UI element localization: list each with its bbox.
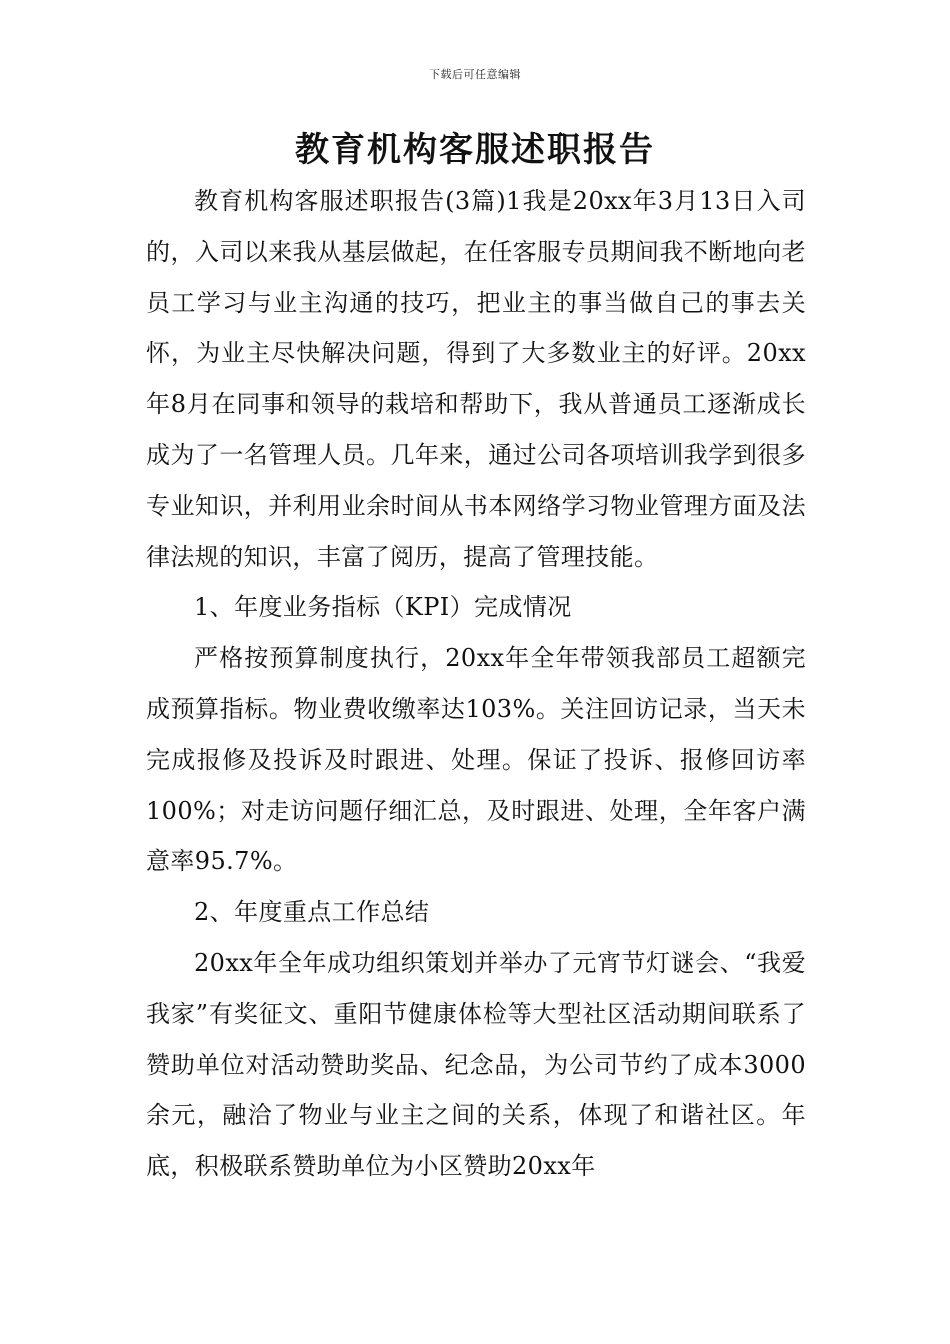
paragraph-intro: 教育机构客服述职报告(3篇)1我是20xx年3月13日入司的，入司以来我从基层做起，在任客服专员期间我不断地向老员工学习与业主沟通的技巧，把业主的事当做自己的事去关怀，为业主尽快解决问题，得到了大多数业主的好评。20xx年8月在同事和领导的栽培和帮助下，我从普通员工逐渐成长成为了一名管理人员。几年来，通过公司各项培训我学到很多专业知识，并利用业余时间从书本网络学习物业管理方面及法律法规的知识，丰富了阅历，提高了管理技能。 [146,187,806,571]
page-header-note: 下载后可任意编辑 [429,68,521,81]
document-body [146,176,806,1192]
document-title: 教育机构客服述职报告 [295,130,655,170]
paragraph-key-work: 20xx年全年成功组织策划并举办了元宵节灯谜会、“我爱我家”有奖征文、重阳节健康体检等大型社区活动期间联系了赞助单位对活动赞助奖品、纪念品，为公司节约了成本3000余元，融洽了物业与业主之间的关系，体现了和谐社区。年底，积极联系赞助单位为小区赞助20xx年 [146,948,806,1181]
paragraph-kpi: 严格按预算制度执行，20xx年全年带领我部员工超额完成预算指标。物业费收缴率达103%。关注回访记录，当天未完成报修及投诉及时跟进、处理。保证了投诉、报修回访率100%；对走访问题仔细汇总，及时跟进、处理，全年客户满意率95.7%。 [146,644,806,876]
section-heading-kpi: 1、年度业务指标（KPI）完成情况 [194,593,572,622]
section-heading-key-work: 2、年度重点工作总结 [194,898,430,927]
